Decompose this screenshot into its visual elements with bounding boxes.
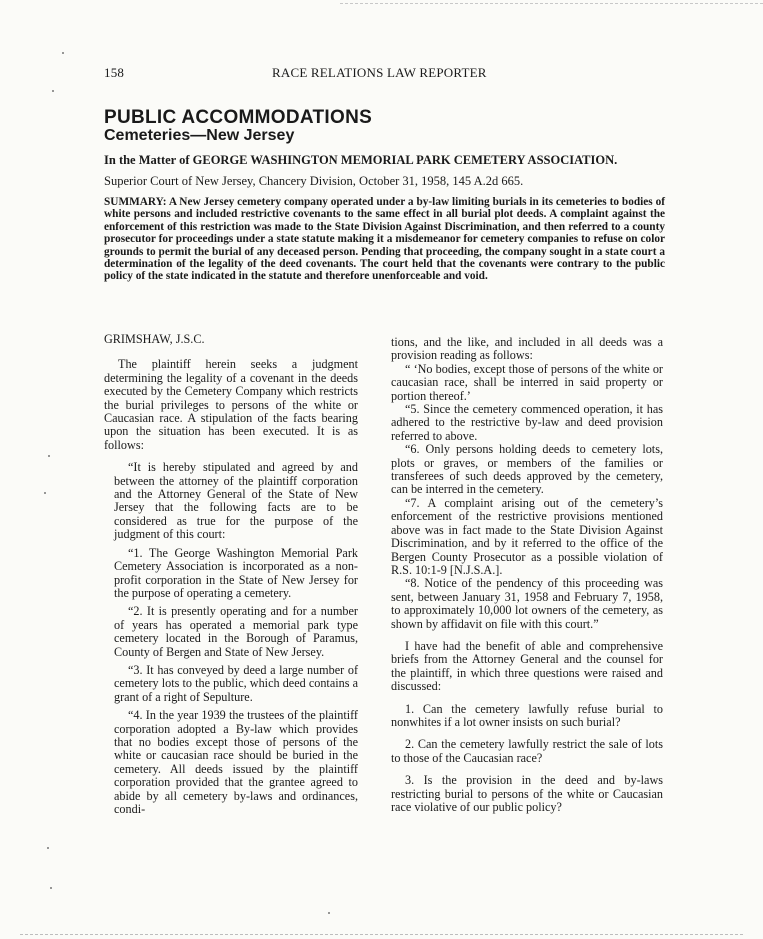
scan-speck <box>328 912 330 914</box>
judge-name: GRIMSHAW, J.S.C. <box>104 332 205 346</box>
bottom-edge-rule <box>20 934 743 935</box>
scan-speck <box>50 887 52 889</box>
stipulation-paragraph: “5. Since the cemetery commenced operation, it has adhered to the restrictive by-law and deed provision referred to above. <box>391 402 663 443</box>
page-number: 158 <box>104 65 125 80</box>
opinion-paragraph: I have had the benefit of able and comprehensive briefs from the Attorney General and the counsel for the plaintiff, in which three questions were raised and discussed: <box>391 638 663 694</box>
left-column <box>104 333 358 816</box>
stipulation-paragraph: “3. It has conveyed by deed a large number of cemetery lots to the public, which deed contains a grant of a right of Sepulture. <box>114 662 358 704</box>
stipulation-paragraph: “6. Only persons holding deeds to cemetery lots, plots or graves, or members of the families or transferees of such deeds approved by the cemetery, can be interred in the cemetery. <box>391 442 663 497</box>
opinion-paragraph: The plaintiff herein seeks a judgment determining the legality of a covenant in the deeds executed by the Cemetery Company which restricts the burial privileges to persons of the white or Caucasian race. A stipulation of the facts bearing upon the situation has been executed. It is as follows: <box>104 357 358 452</box>
right-column <box>391 336 663 814</box>
journal-title: RACE RELATIONS LAW REPORTER <box>272 65 487 80</box>
stipulation-paragraph: “It is hereby stipulated and agreed by and between the attorney of the plaintiff corporation and the Attorney General of the State of New Jersey that the following facts are to be considered as true for the purpose of the judgment of this court: <box>114 460 358 542</box>
stipulation-paragraph: “4. In the year 1939 the trustees of the plaintiff corporation adopted a By-law which provides that no bodies except those of persons of the white or caucasian race should be buried in the cemetery. All deeds issued by the plaintiff corporation provided that the grantee agreed to abide by all cemetery by-laws and ordinances, condi- <box>114 708 358 816</box>
case-title: In the Matter of GEORGE WASHINGTON MEMORIAL PARK CEMETERY ASSOCIATION. <box>104 153 618 167</box>
scan-speck <box>44 492 46 494</box>
subsection-heading: Cemeteries—New Jersey <box>104 127 295 144</box>
question-item: 3. Is the provision in the deed and by-laws restricting burial to persons of the white or Caucasian race violative of our public policy? <box>391 773 663 814</box>
stipulation-paragraph: “2. It is presently operating and for a number of years has operated a memorial park type cemetery located in the Borough of Paramus, County of Bergen and State of New Jersey. <box>114 604 358 659</box>
scan-speck <box>52 90 54 92</box>
scan-speck <box>47 847 49 849</box>
stipulation-paragraph: “8. Notice of the pendency of this proceeding was sent, between January 31, 1958 and February 7, 1958, to approximately 10,000 lot owners of the cemetery, as shown by affidavit on file with this court.” <box>391 576 663 631</box>
scan-speck <box>48 455 50 457</box>
case-summary: SUMMARY: A New Jersey cemetery company operated under a by-law limiting burials in its cemeteries to bodies of white persons and included restrictive covenants to the same effect in all burial plot deeds. A complaint against the enforcement of this restriction was made to the State Division Against Discrimination, and then referred to a county prosecutor for proceedings under a state statute making it a misdemeanor for cemetery companies to refuse on color grounds to permit the burial of any deceased person. Pending that proceeding, the company sought in a state court a determination of the legality of the deed covenants. The court held that the covenants were contrary to the public policy of the state indicated in the statute and therefore unenforceable and void. <box>104 196 665 283</box>
deed-provision-quote: “ ‘No bodies, except those of persons of the white or caucasian race, shall be interred in said property or portion thereof.’ <box>391 361 663 403</box>
case-citation: Superior Court of New Jersey, Chancery Division, October 31, 1958, 145 A.2d 665. <box>104 174 524 188</box>
stipulation-paragraph: “7. A complaint arising out of the cemetery’s enforcement of the restrictive provisions mentioned above was in fact made to the State Division Against Discrimination, and by it referred to the office of the Bergen County Prosecutor as a possible violation of R.S. 10:1-9 [N.J.S.A.]. <box>391 495 663 577</box>
stipulation-paragraph: tions, and the like, and included in all deeds was a provision reading as follows: <box>391 335 663 363</box>
section-heading: PUBLIC ACCOMMODATIONS <box>104 107 373 128</box>
question-item: 1. Can the cemetery lawfully refuse burial to nonwhites if a lot owner insists on such burial? <box>391 701 663 729</box>
top-edge-rule <box>340 3 763 4</box>
stipulation-paragraph: “1. The George Washington Memorial Park Cemetery Association is incorporated as a non-profit corporation in the State of New Jersey for the purpose of operating a cemetery. <box>114 545 358 600</box>
question-item: 2. Can the cemetery lawfully restrict the sale of lots to those of the Caucasian race? <box>391 737 663 765</box>
scan-speck <box>62 52 64 54</box>
